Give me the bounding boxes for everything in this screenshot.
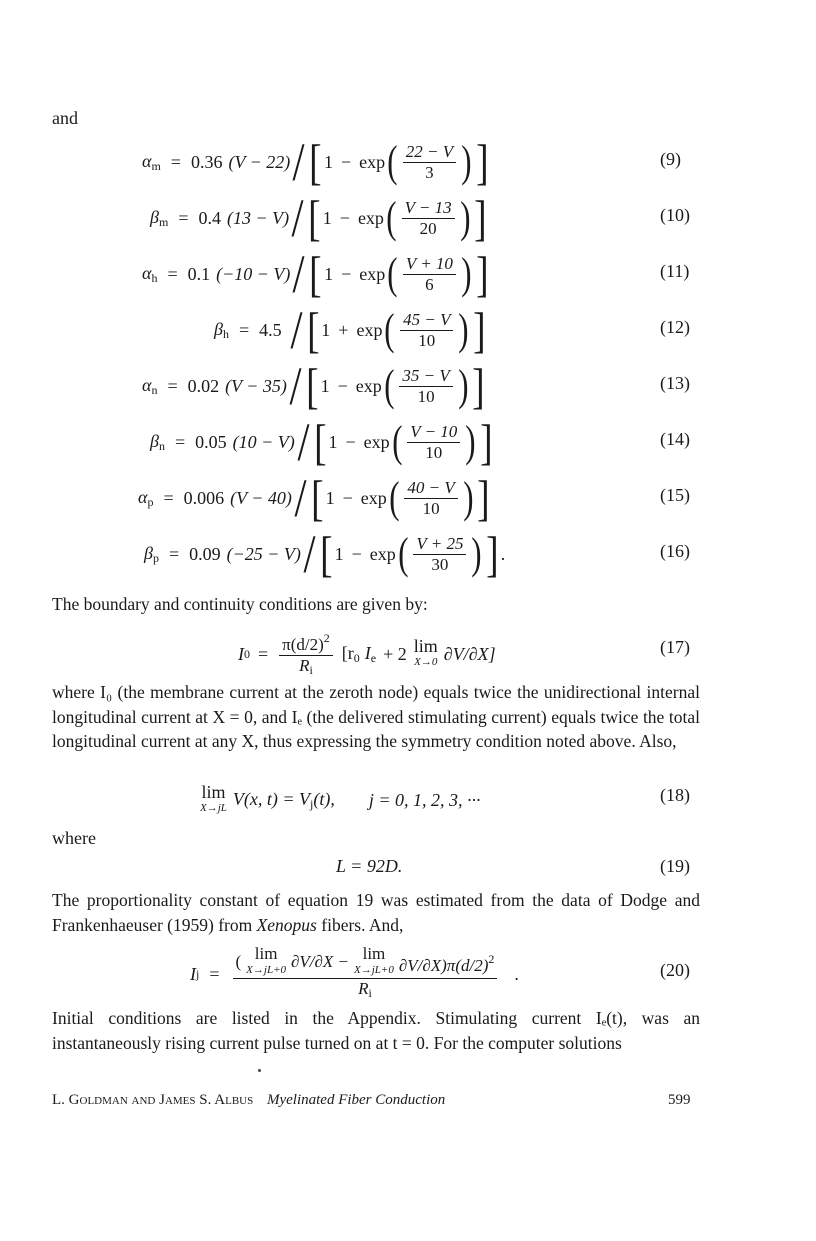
exponent-fraction [407, 422, 460, 463]
right-paren: ) [462, 473, 474, 522]
right-bracket: ] [473, 302, 486, 358]
left-bracket: [ [306, 358, 319, 414]
equation-number: (11) [660, 261, 690, 281]
eq18-lhs-end: (t), [313, 788, 335, 809]
equation-row [144, 524, 506, 584]
division-slash: / [292, 132, 305, 192]
eq18-lim-word: lim [201, 782, 226, 802]
trailing-period: . [500, 543, 506, 564]
operator: − [339, 207, 350, 228]
exponent-fraction [403, 142, 456, 183]
exp-word: exp [369, 543, 396, 564]
right-bracket: ] [480, 414, 493, 470]
exponent-fraction [413, 534, 466, 575]
equation-number: (16) [660, 541, 690, 561]
one: 1 [324, 263, 334, 284]
argument: (V − 35) [225, 375, 287, 396]
division-slash: / [303, 524, 316, 584]
division-slash: / [294, 468, 307, 528]
eq19-text: L = 92D. [336, 856, 403, 876]
eq20-lhs-sub: j [196, 967, 200, 981]
one: 1 [322, 207, 332, 228]
equation-lhs [150, 207, 168, 230]
equation-row [142, 132, 490, 192]
eq20-derivative-2: ∂V/∂X)π(d/2) [398, 955, 489, 975]
left-paren: ( [397, 529, 409, 578]
eq20-open-paren: ( [235, 952, 242, 971]
exp-word: exp [355, 375, 382, 396]
equation-number: (12) [660, 317, 690, 337]
coefficient: 0.02 [187, 375, 220, 396]
exp-word: exp [357, 207, 384, 228]
equation-row [142, 356, 487, 416]
left-paren: ( [388, 473, 400, 522]
equation-20: I j = ( lim X→jL+0 ∂V/∂X − lim X→jL+0 $\partial V/\partial X)\pi(d/2)^2$ $R_i$ . [190, 946, 519, 1003]
left-paren: ( [386, 193, 397, 242]
exp-word: exp [363, 431, 390, 452]
equation-lhs [142, 151, 161, 174]
argument: (−10 − V) [216, 263, 291, 284]
argument: (−25 − V) [226, 543, 301, 564]
right-paren: ) [458, 305, 469, 354]
coefficient: 0.4 [198, 207, 221, 228]
left-bracket: [ [308, 190, 321, 246]
fraction-denominator: 10 [422, 498, 440, 518]
one: 1 [334, 543, 344, 564]
exponent-fraction [402, 198, 455, 239]
eq20-limit-2 [354, 946, 394, 978]
proportionality-text-b: fibers. And, [316, 914, 404, 935]
fraction-numerator: V + 10 [403, 254, 456, 275]
equation-number-19: (19) [660, 856, 690, 876]
equation-number-18: (18) [660, 785, 690, 805]
fraction-denominator: 10 [418, 330, 436, 350]
one: 1 [325, 487, 335, 508]
equation-19 [336, 856, 402, 877]
operator: + [338, 319, 349, 340]
eq17-r-sub: 0 [353, 650, 360, 665]
operator: − [345, 431, 356, 452]
fraction-numerator: V − 10 [407, 422, 460, 443]
equals-sign: = [167, 263, 178, 284]
right-bracket: ] [472, 358, 485, 414]
coefficient: 0.36 [190, 151, 223, 172]
eq17-bracket-open: [r [341, 642, 354, 663]
fraction-numerator: 40 − V [404, 478, 457, 499]
eq17-lim-word: lim [413, 636, 438, 656]
eq17-numerator: π(d/2) [282, 635, 324, 654]
rate-subscript: p [147, 494, 154, 509]
operator: − [342, 487, 353, 508]
paragraph-where-i0: where I₀ (the membrane current at the zeroth node) equals twice the unidirectional internal longitudinal current at X = 0, and Iₑ (the delivered stimulating current) equals twice the total longitudinal current at any X, thus expressing the symmetry condition noted above. Also, [52, 682, 700, 751]
footer-title: Myelinated Fiber Conduction [266, 1092, 446, 1108]
eq17-denominator-sub: i [309, 663, 313, 677]
right-bracket: ] [475, 246, 489, 302]
eq20-lim1-word: lim [254, 944, 278, 963]
right-bracket: ] [475, 134, 489, 190]
one: 1 [320, 375, 330, 396]
eq20-lim2-under: X→jL+0 [354, 964, 394, 976]
rate-subscript: m [151, 158, 161, 173]
intro-word: and [52, 108, 78, 128]
right-paren: ) [461, 137, 472, 186]
fraction-denominator: 6 [425, 274, 434, 294]
paragraph-proportionality [52, 888, 700, 937]
left-bracket: [ [311, 470, 324, 526]
fraction-numerator: V − 13 [402, 198, 455, 219]
equation-number: (9) [660, 149, 681, 169]
eq20-lim2-word: lim [362, 944, 386, 963]
where-word: where [52, 828, 96, 848]
eq18-limit [200, 784, 227, 816]
exp-word: exp [356, 319, 383, 340]
equals-sign: = [178, 207, 189, 228]
rate-symbol: α [138, 486, 148, 507]
equation-number-20: (20) [660, 960, 690, 980]
left-bracket: [ [309, 246, 322, 302]
eq17-ie: I [364, 642, 371, 663]
stray-dot [258, 1069, 261, 1072]
operator: − [341, 263, 352, 284]
rate-symbol: β [150, 430, 159, 451]
coefficient: 0.05 [195, 431, 227, 452]
argument: (10 − V) [232, 431, 295, 452]
left-paren: ( [384, 305, 395, 354]
eq18-lim-under: X→jL [200, 802, 227, 814]
rate-symbol: α [142, 262, 152, 283]
rate-symbol: β [144, 542, 153, 563]
fraction-numerator: 35 − V [399, 366, 452, 387]
equation-lhs [142, 375, 157, 398]
one: 1 [323, 151, 333, 172]
eq20-derivative-1: ∂V/∂X − [291, 952, 350, 971]
eq20-limit-1 [246, 946, 286, 978]
exponent-fraction [399, 366, 452, 407]
eq17-ie-sub: e [370, 650, 377, 665]
proportionality-italic: Xenopus [256, 914, 317, 935]
eq17-denominator: R [299, 656, 310, 675]
equation-lhs [138, 487, 153, 510]
exponent-fraction [403, 254, 456, 295]
eq17-lhs: I [238, 643, 244, 664]
fraction-denominator: 20 [419, 218, 437, 238]
left-bracket: [ [313, 414, 327, 470]
coefficient: 0.09 [189, 543, 221, 564]
fraction-denominator: 10 [417, 386, 435, 406]
left-paren: ( [391, 417, 403, 466]
right-paren: ) [459, 193, 471, 242]
exponent-fraction [404, 478, 457, 519]
argument: (13 − V) [226, 207, 290, 228]
right-paren: ) [471, 529, 482, 578]
operator: − [337, 375, 348, 396]
equation-row [214, 300, 488, 360]
fraction-denominator: 30 [431, 554, 449, 574]
exp-word: exp [359, 151, 386, 172]
eq20-sup: 2 [488, 951, 495, 966]
argument: (V − 40) [230, 487, 292, 508]
eq17-numerator-sup: 2 [323, 631, 330, 645]
equation-lhs [142, 263, 157, 286]
equation-row [150, 188, 489, 248]
division-slash: / [292, 244, 305, 304]
right-paren: ) [465, 417, 476, 466]
right-paren: ) [461, 249, 472, 298]
exp-word: exp [360, 487, 387, 508]
argument: (V − 22) [228, 151, 291, 172]
rate-subscript: p [152, 550, 159, 565]
equals-sign: = [168, 543, 180, 564]
equation-number: (15) [660, 485, 690, 505]
operator: − [340, 151, 352, 172]
equation-number: (14) [660, 429, 690, 449]
left-paren: ( [387, 249, 398, 298]
equation-row [150, 412, 495, 472]
fraction-numerator: 22 − V [403, 142, 456, 163]
left-paren: ( [387, 137, 398, 186]
eq20-denominator: R [358, 979, 369, 998]
eq20-denominator-sub: i [368, 986, 372, 1000]
left-bracket: [ [320, 526, 333, 582]
rate-subscript: h [151, 270, 158, 285]
division-slash: / [297, 412, 310, 472]
eq17-limit [414, 638, 438, 670]
eq17-plus-two: + 2 [383, 643, 407, 664]
footer-page-number: 599 [668, 1092, 691, 1108]
fraction-denominator: 10 [425, 442, 443, 462]
rate-symbol: α [142, 150, 152, 171]
coefficient: 4.5 [259, 319, 282, 340]
division-slash: / [289, 356, 302, 416]
division-slash: / [290, 300, 303, 360]
paragraph-initial-conditions: Initial conditions are listed in the Appendix. Stimulating current Iₑ(t), was an instantaneously rising current pulse turned on at t = 0. For the computer solutions [52, 1008, 700, 1053]
coefficient: 0.1 [187, 263, 211, 284]
left-bracket: [ [309, 134, 322, 190]
equation-row [138, 468, 492, 528]
footer-running-head [52, 1092, 445, 1109]
fraction-numerator: 45 − V [400, 310, 453, 331]
rate-symbol: β [150, 206, 159, 227]
eq17-fraction [279, 628, 333, 680]
left-paren: ( [383, 361, 395, 410]
equals-sign: = [163, 487, 174, 508]
rate-subscript: h [222, 326, 229, 341]
one: 1 [321, 319, 331, 340]
equation-number-17: (17) [660, 637, 690, 657]
equals-sign: = [167, 375, 178, 396]
equation-lhs [214, 319, 229, 342]
rate-subscript: n [158, 438, 165, 453]
equation-lhs [144, 543, 159, 566]
equation-number: (10) [660, 205, 690, 225]
rate-symbol: β [214, 318, 223, 339]
equation-row [142, 244, 490, 304]
left-bracket: [ [306, 302, 320, 358]
proportionality-text-a: The proportionality constant of equation 19 was estimated from the data of Dodge and Frankenhaeuser (1959) from [52, 890, 700, 935]
equals-sign: = [174, 431, 186, 452]
eq20-lhs: I [190, 964, 196, 984]
equation-17: I 0 = $\frac{\pi(d/2)^2}{R_i}$ [$r_0$ $I_e$ + 2 lim X→0 ∂V/∂X] [238, 628, 496, 680]
equals-sign: = [170, 151, 181, 172]
eq17-lim-under: X→0 [414, 656, 438, 668]
eq18-lhs: V(x, t) = V [232, 788, 311, 809]
fraction-numerator: V + 25 [413, 534, 466, 555]
eq17-lhs-sub: 0 [244, 646, 250, 661]
right-paren: ) [457, 361, 469, 410]
right-bracket: ] [474, 190, 487, 246]
footer-authors: L. Goldman and James S. Albus [52, 1092, 254, 1108]
rate-subscript: n [151, 382, 158, 397]
one: 1 [328, 431, 338, 452]
equation-18 [200, 784, 481, 816]
eq17-derivative: ∂V/∂X] [443, 643, 496, 664]
paragraph-boundary: The boundary and continuity conditions are given by: [52, 594, 428, 614]
eq20-lim1-under: X→jL+0 [246, 964, 286, 976]
equation-lhs [150, 431, 165, 454]
division-slash: / [291, 188, 304, 248]
right-bracket: ] [477, 470, 490, 526]
coefficient: 0.006 [183, 487, 225, 508]
eq18-lhs-sub: j [310, 796, 314, 811]
exp-word: exp [359, 263, 386, 284]
exponent-fraction [400, 310, 453, 351]
equation-number: (13) [660, 373, 690, 393]
fraction-denominator: 3 [425, 162, 434, 182]
eq20-fraction [233, 946, 498, 1003]
rate-symbol: α [142, 374, 152, 395]
right-bracket: ] [486, 526, 499, 582]
eq18-condition: j = 0, 1, 2, 3, ··· [368, 789, 481, 810]
rate-subscript: m [158, 214, 169, 229]
equals-sign: = [238, 319, 250, 340]
operator: − [351, 543, 362, 564]
